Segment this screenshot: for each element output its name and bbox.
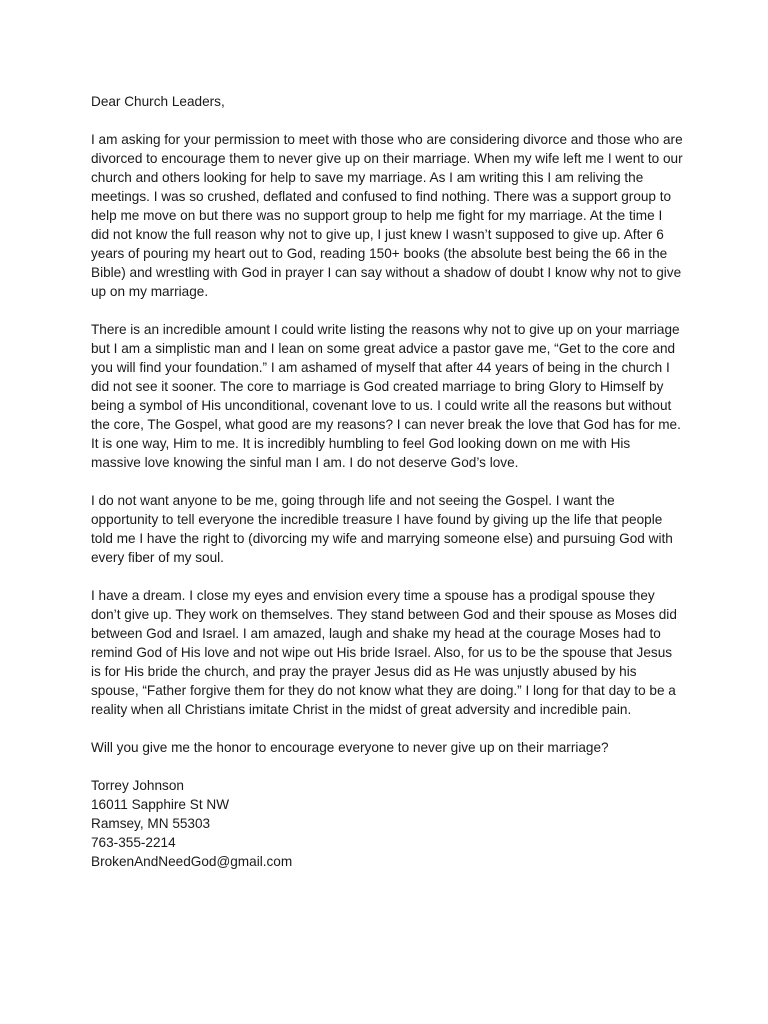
signature-phone: 763-355-2214 — [91, 835, 176, 850]
signature-street: 16011 Sapphire St NW — [91, 797, 230, 812]
paragraph-permission-request: I am asking for your permission to meet with those who are considering divorce and those who are divorced to encourage them to never give up on their marriage. When my wife left me I went to our church and others looking for help to save my marriage. As I am writing this I am reliving the meetings. I was so crushed, deflated and confused to find nothing. There was a support group to help me move on but there was no support group to help me fight for my marriage. At the time I did not know the full reason why not to give up, I just knew I wasn’t supposed to give up. After 6 years of pouring my heart out to God, reading 150+ books (the absolute best being the 66 in the Bible) and wrestling with God in prayer I can say without a shadow of doubt I know why not to give up on my marriage. — [91, 132, 683, 299]
paragraph-seeing-the-gospel: I do not want anyone to be me, going through life and not seeing the Gospel. I want the opportunity to tell everyone the incredible treasure I have found by giving up the life that people told me I have the right to (divorcing my wife and marrying someone else) and pursuing God with every fiber of my soul. — [91, 493, 673, 565]
signature-email: BrokenAndNeedGod@gmail.com — [91, 854, 293, 869]
signature-block — [91, 776, 683, 871]
signature-name: Torrey Johnson — [91, 778, 184, 793]
paragraph-dream: I have a dream. I close my eyes and envision every time a spouse has a prodigal spouse they don’t give up. They work on themselves. They stand between God and their spouse as Moses did between God and Israel. I am amazed, laugh and shake my head at the courage Moses had to remind God of His love and not wipe out His bride Israel. Also, for us to be the spouse that Jesus is for His bride the church, and pray the prayer Jesus did as He was unjustly abused by his spouse, “Father forgive them for they do not know what they are doing.” I long for that day to be a reality when all Christians imitate Christ in the midst of great adversity and incredible pain. — [91, 588, 677, 717]
signature-city: Ramsey, MN 55303 — [91, 816, 211, 831]
paragraph-closing-question: Will you give me the honor to encourage everyone to never give up on their marriage? — [91, 740, 609, 755]
salutation: Dear Church Leaders, — [91, 94, 225, 109]
paragraph-core-of-marriage: There is an incredible amount I could write listing the reasons why not to give up on your marriage but I am a simplistic man and I lean on some great advice a pastor gave me, “Get to the core and you will find your foundation.” I am ashamed of myself that after 44 years of being in the church I did not see it sooner. The core to marriage is God created marriage to bring Glory to Himself by being a symbol of His unconditional, covenant love to us. I could write all the reasons but without the core, The Gospel, what good are my reasons? I can never break the love that God has for me. It is one way, Him to me. It is incredibly humbling to feel God looking down on me with His massive love knowing the sinful man I am. I do not deserve God’s love. — [91, 322, 681, 470]
letter-body — [91, 92, 683, 871]
